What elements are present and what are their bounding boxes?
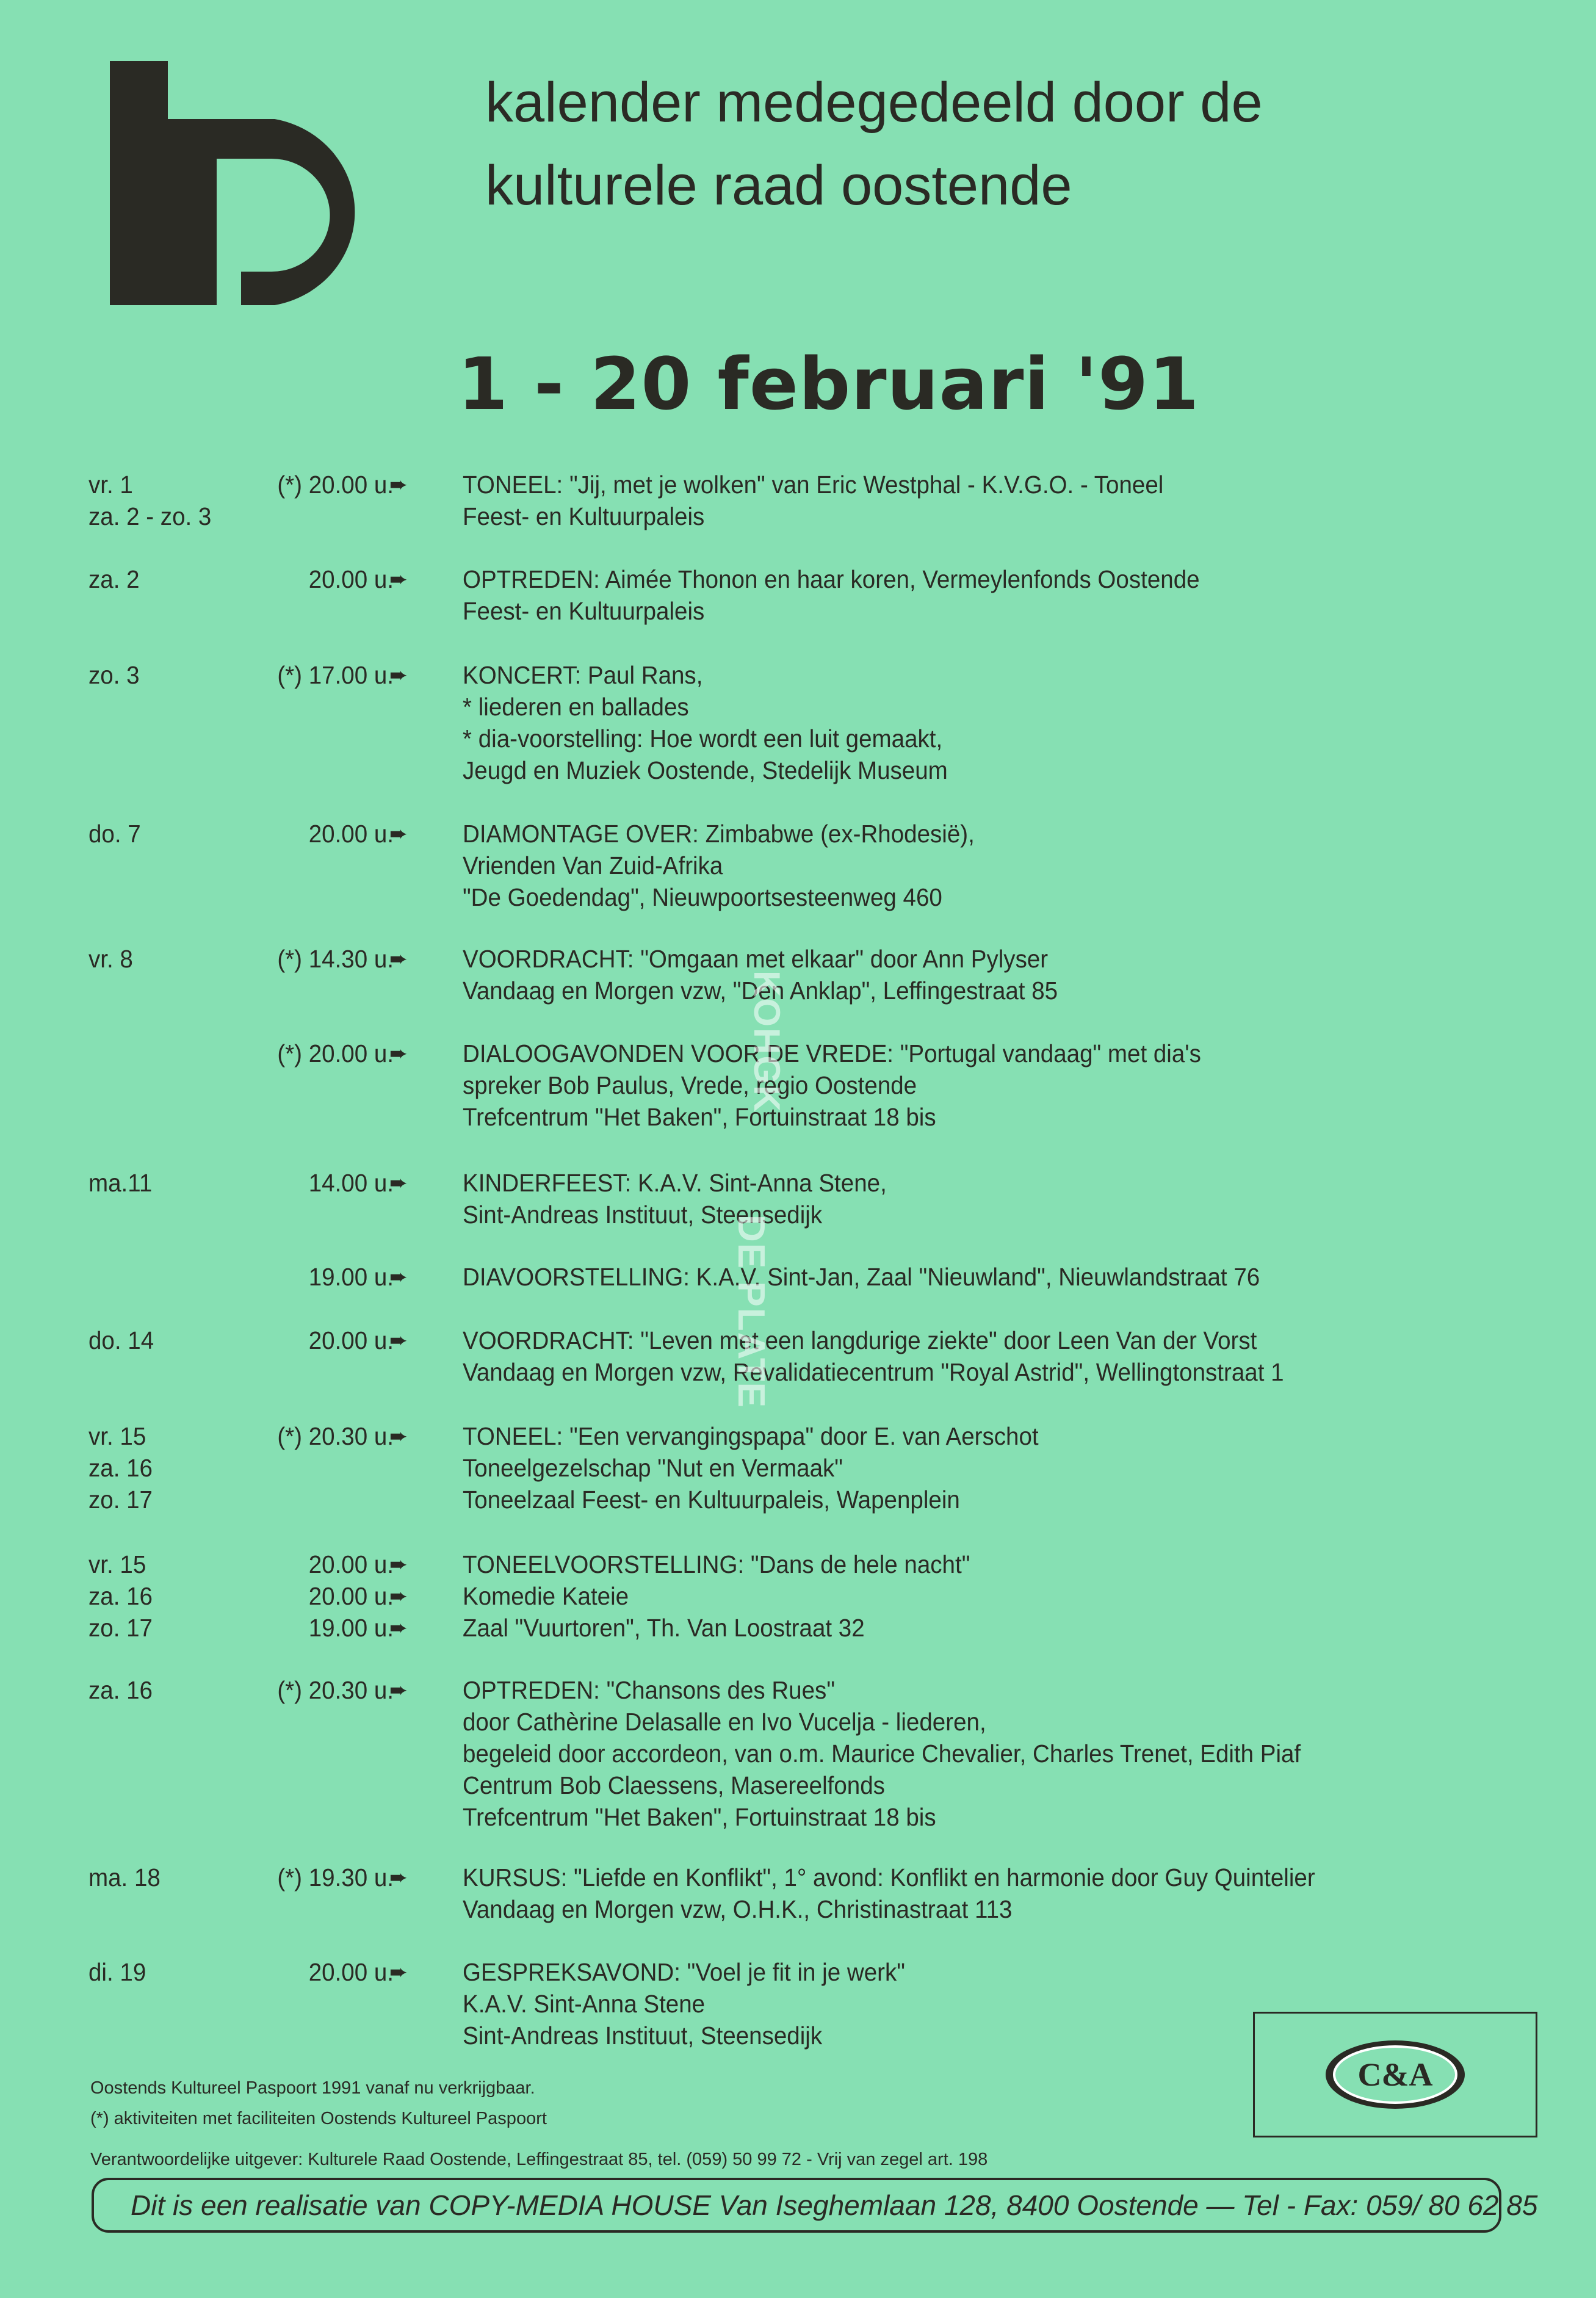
event-description-line (463, 1261, 1495, 1293)
event-description-line (463, 469, 1495, 500)
event-time: 20.00 u. (308, 1550, 394, 1578)
event-times (229, 1324, 394, 1356)
event-time: (*) 20.30 u. (277, 1676, 394, 1704)
event-description-line: Sint-Andreas Instituut, Steensedijk (463, 2022, 823, 2050)
event-description-line: Trefcentrum "Het Baken", Fortuinstraat 18 bis (463, 1103, 936, 1131)
event-times (229, 1038, 394, 1069)
event-time: (*) 14.30 u. (277, 945, 394, 973)
event-arrows (383, 1862, 414, 1893)
event-detail: "Voel je fit in je werk" (687, 1958, 905, 1986)
arrow-icon: ➨ (389, 472, 408, 497)
event-time: 20.00 u. (308, 820, 394, 848)
arrow-icon: ➨ (389, 1615, 408, 1640)
event-category: KINDERFEEST: (463, 1169, 632, 1197)
arrow-icon: ➨ (389, 821, 408, 846)
event-description-line: Jeugd en Muziek Oostende, Stedelijk Museum (463, 756, 948, 784)
event-description (463, 1862, 1561, 1925)
heading-line-1: kalender medegedeeld door de (485, 71, 1263, 134)
event-arrows (383, 563, 414, 595)
event-description-line: door Cathèrine Delasalle en Ivo Vucelja - liederen, (463, 1708, 986, 1736)
event-category: OPTREDEN: (463, 565, 600, 593)
event-description-line (463, 1324, 1495, 1356)
kro-logo-icon (110, 61, 372, 305)
event-time: (*) 17.00 u. (277, 661, 394, 689)
event-description-line: Trefcentrum "Het Baken", Fortuinstraat 18 bis (463, 1803, 936, 1831)
event-day: ma.11 (88, 1169, 153, 1197)
event-description-line: Feest- en Kultuurpaleis (463, 502, 705, 530)
event-detail: "Chansons des Rues" (606, 1676, 836, 1704)
event-day: zo. 17 (88, 1614, 153, 1642)
event-days (88, 1862, 235, 1893)
event-description-line: * liederen en ballades (463, 693, 689, 721)
event-time: (*) 20.30 u. (277, 1422, 394, 1450)
event-detail: "Liefde en Konflikt", 1° avond: Konflikt en harmonie door Guy Quintelier (574, 1863, 1315, 1892)
event-detail: K.A.V. Sint-Jan, Zaal "Nieuwland", Nieuwlandstraat 76 (696, 1263, 1260, 1291)
arrow-icon: ➨ (389, 1264, 408, 1289)
event-description-line: Zaal "Vuurtoren", Th. Van Loostraat 32 (463, 1614, 865, 1642)
event-category: KURSUS: (463, 1863, 568, 1892)
arrow-icon: ➨ (389, 1170, 408, 1195)
event-arrows (383, 943, 414, 975)
ca-logo-icon (1322, 2037, 1468, 2112)
event-time: 19.00 u. (308, 1263, 394, 1291)
event-category: TONEEL: (463, 1422, 563, 1450)
ca-logo-text: C&A (1357, 2056, 1433, 2093)
event-category: TONEELVOORSTELLING: (463, 1550, 745, 1578)
event-description (463, 469, 1561, 532)
event-description (463, 1167, 1561, 1230)
event-days (88, 1324, 235, 1356)
event-times (229, 563, 394, 595)
event-description-line: Feest- en Kultuurpaleis (463, 597, 705, 625)
event-description-line: Vrienden Van Zuid-Afrika (463, 851, 723, 880)
event-detail: Zimbabwe (ex-Rhodesië), (705, 820, 975, 848)
event-arrows (383, 469, 414, 500)
event-times (229, 1862, 394, 1893)
arrow-icon: ➨ (389, 566, 408, 591)
event-days (88, 469, 235, 532)
event-arrows (383, 1548, 414, 1644)
event-description-line: spreker Bob Paulus, Vrede, regio Oostende (463, 1071, 917, 1099)
event-description-line (463, 563, 1495, 595)
footer-banner (92, 2178, 1538, 2233)
event-time: (*) 20.00 u. (277, 1039, 394, 1068)
event-arrows (383, 1167, 414, 1199)
event-days (88, 943, 235, 975)
event-description-line: "De Goedendag", Nieuwpoortsesteenweg 460 (463, 883, 942, 911)
event-day: za. 16 (88, 1676, 153, 1704)
arrow-icon: ➨ (389, 1959, 408, 1984)
event-day: za. 2 (88, 565, 140, 593)
event-description (463, 1038, 1561, 1133)
arrow-icon: ➨ (389, 1865, 408, 1890)
event-description-line: Komedie Kateie (463, 1582, 629, 1610)
event-arrows (383, 1038, 414, 1069)
event-description (463, 659, 1561, 786)
event-detail: "Portugal vandaag" met dia's (900, 1039, 1201, 1068)
event-days (88, 1674, 235, 1706)
event-time: 14.00 u. (308, 1169, 394, 1197)
event-days (88, 659, 235, 691)
event-detail: K.A.V. Sint-Anna Stene, (637, 1169, 887, 1197)
event-days (88, 1167, 235, 1199)
event-description-line (463, 1167, 1495, 1199)
event-time: 19.00 u. (308, 1614, 394, 1642)
event-time: (*) 19.30 u. (277, 1863, 394, 1892)
event-day: do. 7 (88, 820, 141, 848)
footer-publisher: Verantwoordelijke uitgever: Kulturele Raad Oostende, Leffingestraat 85, tel. (059) 50 99 72 - Vrij van zegel art. 198 (90, 2150, 988, 2169)
event-category: DIAVOORSTELLING: (463, 1263, 690, 1291)
event-description-line (463, 943, 1495, 975)
event-category: VOORDRACHT: (463, 1326, 634, 1354)
date-title: 1 - 20 februari '91 (458, 342, 1200, 426)
event-days (88, 1548, 235, 1644)
event-times (229, 1674, 394, 1706)
event-description-line (463, 818, 1495, 850)
event-category: OPTREDEN: (463, 1676, 600, 1704)
arrow-icon: ➨ (389, 662, 408, 687)
event-arrows (383, 1420, 414, 1452)
event-description (463, 1674, 1561, 1833)
event-times (229, 1420, 394, 1452)
event-detail: "Dans de hele nacht" (750, 1550, 970, 1578)
event-times (229, 1548, 394, 1644)
event-description-line: Vandaag en Morgen vzw, O.H.K., Christinastraat 113 (463, 1895, 1013, 1923)
event-description-line: Sint-Andreas Instituut, Steensedijk (463, 1201, 823, 1229)
banner-text: Dit is een realisatie van COPY-MEDIA HOUSE Van Iseghemlaan 128, 8400 Oostende — Tel - Fax: 059/ 80 62 85 (131, 2189, 1538, 2221)
event-category: KONCERT: (463, 661, 582, 689)
event-detail: "Leven met een langdurige ziekte" door Leen Van der Vorst (640, 1326, 1257, 1354)
event-description (463, 1420, 1561, 1516)
event-arrows (383, 1956, 414, 1988)
event-description-line (463, 1420, 1495, 1452)
event-times (229, 1261, 394, 1293)
heading-line-2: kulturele raad oostende (485, 154, 1072, 217)
event-days (88, 1420, 235, 1516)
event-day: vr. 15 (88, 1422, 146, 1450)
event-days (88, 1956, 235, 1988)
event-description-line: K.A.V. Sint-Anna Stene (463, 1990, 706, 2018)
footer-asterisk-note: (*) aktiviteiten met faciliteiten Oostends Kultureel Paspoort (90, 2109, 547, 2128)
event-day: vr. 1 (88, 471, 133, 499)
event-day: za. 2 - zo. 3 (88, 502, 212, 530)
event-description (463, 1548, 1561, 1644)
event-description (463, 1261, 1561, 1293)
event-description-line (463, 1862, 1495, 1893)
footer-passport: Oostends Kultureel Paspoort 1991 vanaf nu verkrijgbaar. (90, 2078, 535, 2098)
event-detail: Paul Rans, (587, 661, 703, 689)
event-time: 20.00 u. (308, 565, 394, 593)
event-day: vr. 15 (88, 1550, 146, 1578)
event-day: do. 14 (88, 1326, 154, 1354)
event-description-line: begeleid door accordeon, van o.m. Maurice Chevalier, Charles Trenet, Edith Piaf (463, 1740, 1301, 1768)
event-description (463, 1324, 1561, 1388)
event-day: zo. 17 (88, 1486, 153, 1514)
event-category: DIALOOGAVONDEN VOOR DE VREDE: (463, 1039, 894, 1068)
event-detail: "Omgaan met elkaar" door Ann Pylyser (640, 945, 1049, 973)
event-description-line (463, 1548, 1495, 1580)
event-detail: "Jij, met je wolken" van Eric Westphal - K.V.G.O. - Toneel (569, 471, 1164, 499)
event-description (463, 563, 1561, 627)
arrow-icon: ➨ (389, 1552, 408, 1577)
event-day: zo. 3 (88, 661, 140, 689)
event-times (229, 469, 394, 500)
arrow-icon: ➨ (389, 946, 408, 971)
event-day: vr. 8 (88, 945, 133, 973)
event-day: za. 16 (88, 1582, 153, 1610)
event-day: ma. 18 (88, 1863, 161, 1892)
event-description-line: Vandaag en Morgen vzw, "Den Anklap", Leffingestraat 85 (463, 977, 1058, 1005)
watermark-stamp: DE PLATE (730, 1215, 772, 1409)
event-arrows (383, 1324, 414, 1356)
event-description (463, 943, 1561, 1006)
arrow-icon: ➨ (389, 1328, 408, 1353)
event-time: 20.00 u. (308, 1326, 394, 1354)
arrow-icon: ➨ (389, 1677, 408, 1702)
page-heading (485, 61, 1263, 227)
arrow-icon: ➨ (389, 1041, 408, 1066)
event-description-line (463, 1674, 1495, 1706)
event-times (229, 818, 394, 850)
event-time: (*) 20.00 u. (277, 471, 394, 499)
event-description-line: * dia-voorstelling: Hoe wordt een luit gemaakt, (463, 724, 943, 753)
event-description-line (463, 659, 1495, 691)
sponsor-box (1253, 2012, 1537, 2137)
event-time: 20.00 u. (308, 1958, 394, 1986)
event-day: za. 16 (88, 1454, 153, 1482)
event-arrows (383, 1261, 414, 1293)
event-times (229, 1956, 394, 1988)
event-times (229, 943, 394, 975)
arrow-icon: ➨ (389, 1583, 408, 1608)
event-times (229, 659, 394, 691)
event-detail: Aimée Thonon en haar koren, Vermeylenfonds Oostende (605, 565, 1200, 593)
event-detail: "Een vervangingspapa" door E. van Aerschot (569, 1422, 1039, 1450)
event-description-line: Toneelzaal Feest- en Kultuurpaleis, Wapenplein (463, 1486, 960, 1514)
event-description-line (463, 1956, 1495, 1988)
event-category: VOORDRACHT: (463, 945, 634, 973)
event-arrows (383, 659, 414, 691)
event-description-line: Centrum Bob Claessens, Masereelfonds (463, 1771, 885, 1799)
arrow-icon: ➨ (389, 1423, 408, 1448)
event-category: TONEEL: (463, 471, 563, 499)
event-category: GESPREKSAVOND: (463, 1958, 681, 1986)
event-arrows (383, 818, 414, 850)
watermark-stamp: KOHGK (746, 970, 787, 1113)
event-days (88, 563, 235, 595)
event-days (88, 818, 235, 850)
event-description-line: Toneelgezelschap "Nut en Vermaak" (463, 1454, 843, 1482)
event-description-line: Vandaag en Morgen vzw, Revalidatiecentrum "Royal Astrid", Wellingtonstraat 1 (463, 1358, 1284, 1386)
event-category: DIAMONTAGE OVER: (463, 820, 699, 848)
event-time: 20.00 u. (308, 1582, 394, 1610)
event-description-line (463, 1038, 1495, 1069)
event-times (229, 1167, 394, 1199)
event-arrows (383, 1674, 414, 1706)
event-description (463, 818, 1561, 913)
event-day: di. 19 (88, 1958, 146, 1986)
